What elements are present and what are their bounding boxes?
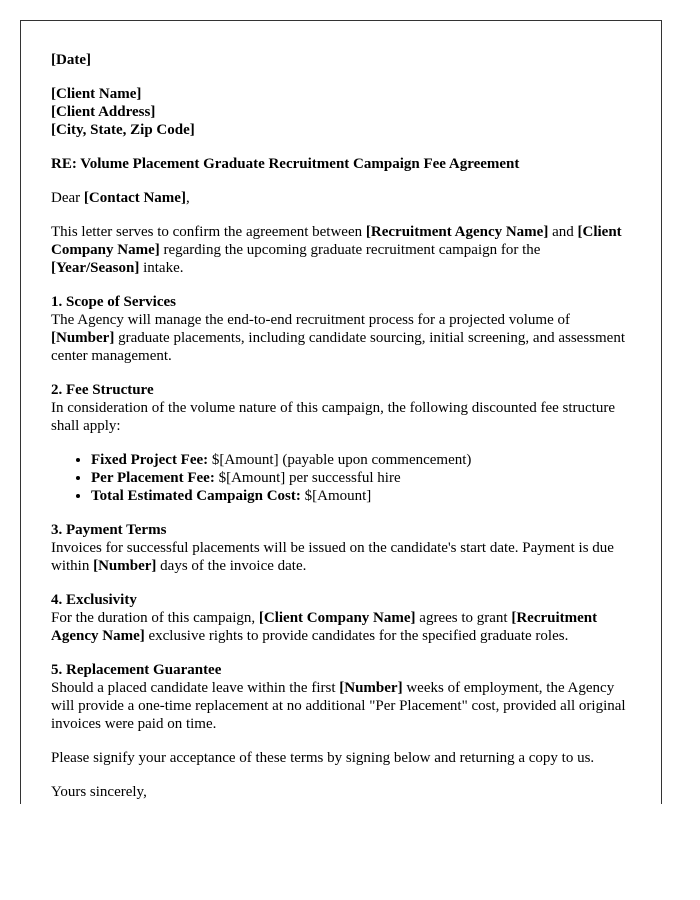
client-city: [City, State, Zip Code] (51, 122, 195, 138)
placeholder-number: [Number] (51, 330, 115, 346)
client-name: [Client Name] (51, 86, 142, 102)
exclusivity-paragraph (51, 609, 631, 645)
exclusivity-text: agrees to grant (415, 610, 512, 626)
intro-text: regarding the upcoming graduate recruitment campaign for the (159, 242, 541, 258)
section-heading-exclusivity: 4. Exclusivity (51, 592, 137, 608)
replacement-paragraph (51, 679, 631, 733)
scope-text: graduate placements, including candidate sourcing, initial screening, and assessment center management. (51, 330, 626, 364)
client-company-name: [Client Company Name] (258, 610, 416, 626)
acceptance-paragraph: Please signify your acceptance of these terms by signing below and returning a copy to us. (51, 750, 595, 766)
letter-page (20, 20, 662, 804)
date: [Date] (51, 52, 91, 68)
fee-value: $[Amount] (payable upon commencement) (208, 452, 472, 468)
section-heading-replacement: 5. Replacement Guarantee (51, 662, 222, 678)
scope-text: The Agency will manage the end-to-end recruitment process for a projected volume of (51, 312, 570, 328)
section-heading-payment: 3. Payment Terms (51, 522, 167, 538)
fee-label: Fixed Project Fee: (91, 452, 209, 468)
salutation-comma: , (185, 190, 190, 206)
intro-text: and (548, 224, 578, 240)
replacement-text: Should a placed candidate leave within the first (51, 680, 340, 696)
fee-item (91, 451, 631, 469)
fee-value: $[Amount] per successful hire (214, 470, 401, 486)
placeholder-number: [Number] (339, 680, 403, 696)
replacement-text: weeks of employment, the Agency will provide a one-time replacement at no additional "Per Placement" cost, provided all original invoices were paid on time. (51, 680, 626, 732)
section-heading-fees: 2. Fee Structure (51, 382, 154, 398)
payment-text: Invoices for successful placements will be issued on the candidate's start date. Payment is due within (51, 540, 614, 574)
re-line: RE: Volume Placement Graduate Recruitment Campaign Fee Agreement (51, 156, 520, 172)
salutation (51, 189, 631, 207)
payment-paragraph (51, 539, 631, 575)
exclusivity-text: For the duration of this campaign, (51, 610, 259, 626)
intro-text: intake. (139, 260, 184, 276)
year-season: [Year/Season] (51, 260, 140, 276)
payment-text: days of the invoice date. (156, 558, 307, 574)
exclusivity-text: exclusive rights to provide candidates for the specified graduate roles. (144, 628, 569, 644)
client-address: [Client Address] (51, 104, 156, 120)
placeholder-number: [Number] (93, 558, 157, 574)
scope-paragraph (51, 311, 631, 365)
fees-paragraph: In consideration of the volume nature of this campaign, the following discounted fee structure shall apply: (51, 400, 616, 434)
fee-item (91, 487, 631, 505)
section-heading-scope: 1. Scope of Services (51, 294, 176, 310)
client-address-block (51, 85, 631, 139)
intro-text: This letter serves to confirm the agreement between (51, 224, 366, 240)
fee-list (51, 451, 631, 505)
fee-item (91, 469, 631, 487)
fee-label: Per Placement Fee: (91, 470, 215, 486)
intro-paragraph (51, 223, 631, 277)
contact-name: [Contact Name] (83, 190, 186, 206)
closing: Yours sincerely, (51, 784, 147, 800)
fee-label: Total Estimated Campaign Cost: (91, 488, 301, 504)
client-company-name: [Client Company Name] (51, 224, 622, 258)
agency-name: [Recruitment Agency Name] (51, 610, 598, 644)
salutation-text: Dear (51, 190, 84, 206)
fee-value: $[Amount] (300, 488, 372, 504)
agency-name: [Recruitment Agency Name] (365, 224, 549, 240)
